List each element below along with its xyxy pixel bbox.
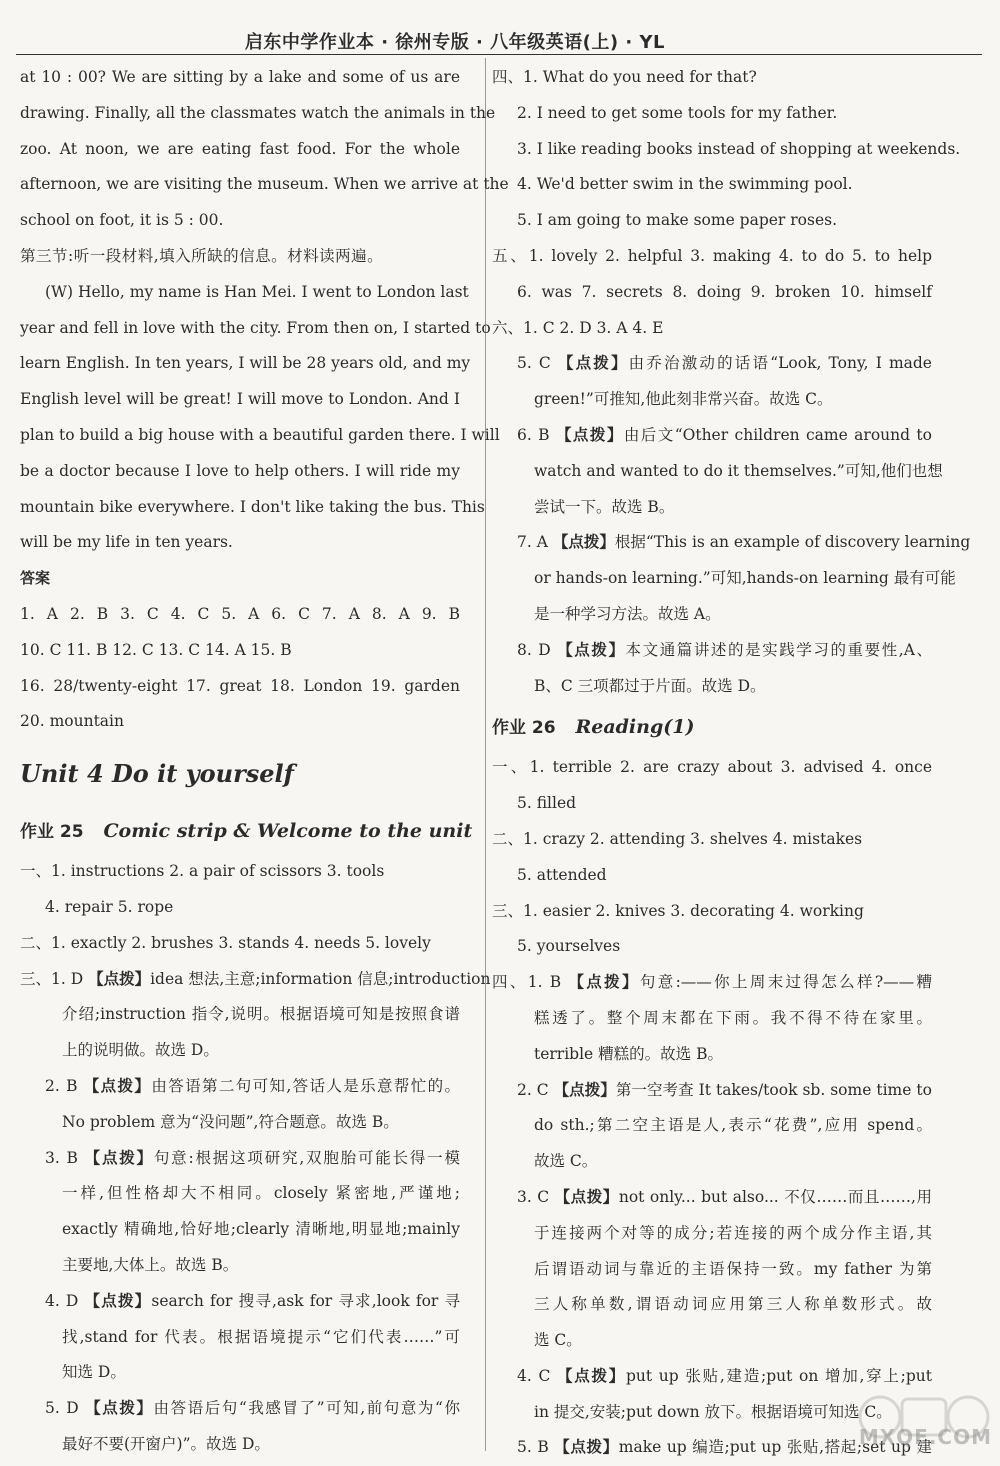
right-column (492, 60, 971, 1466)
text-line (20, 1069, 460, 1105)
text-line: 糕透了。整个周末都在下雨。我不得不待在家里。 (534, 1008, 932, 1027)
text-line: 三、1. easier 2. knives 3. decorating 4. working (492, 901, 864, 920)
text-line: 10. C 11. B 12. C 13. C 14. A 15. B (20, 640, 292, 659)
text-line: year and fell in love with the city. From then on, I started to (20, 318, 491, 337)
text-line: 二、1. exactly 2. brushes 3. stands 4. needs 5. lovely (20, 933, 431, 952)
text-line: terrible 糟糕的。故选 B。 (534, 1044, 723, 1063)
tip-label: 【点拨】 (557, 354, 629, 373)
explanation: search for 搜寻,ask for 寻求,look for 寻 (151, 1291, 460, 1310)
explanation: idea 想法,主意;information 信息;introduction (150, 969, 491, 988)
text-line: 找,stand for 代表。根据语境提示“它们代表……”可 (62, 1327, 460, 1346)
text-line: No problem 意为“没问题”,符合题意。故选 B。 (62, 1112, 399, 1131)
text-line: afternoon, we are visiting the museum. When we arrive at the (20, 175, 509, 194)
answer-key: 2. B (45, 1076, 84, 1095)
text-line: 5. filled (517, 794, 577, 813)
answer-key: 三、1. D (20, 969, 89, 988)
text-line: 五、1. lovely 2. helpful 3. making 4. to do 5. to help (492, 246, 932, 265)
text-line (492, 525, 971, 561)
text-line: at 10 : 00? We are sitting by a lake and some of us are (20, 68, 460, 86)
text-line: English level will be great! I will move to London. And I (20, 390, 460, 409)
page-header (0, 0, 1000, 58)
text-line: 知选 D。 (62, 1363, 126, 1382)
answer-key: 5. C (517, 354, 558, 373)
text-line (20, 1391, 460, 1427)
answer-key: 3. C (517, 1187, 555, 1206)
answer-key: 2. C (517, 1080, 554, 1099)
tip-label: 【点拨】 (88, 969, 151, 988)
answer-key: 四、1. B (492, 973, 569, 992)
section4-answers (492, 60, 961, 239)
listening-story (20, 60, 509, 239)
answer-key: 8. D (517, 640, 558, 659)
text-line: 6. was 7. secrets 8. doing 9. broken 10. himself (517, 282, 932, 301)
text-line: 5. attended (517, 865, 607, 884)
text-line: 于连接两个对等的成分;若连接的两个成分作主语,其 (534, 1223, 932, 1242)
explanation: 由答语后句“我感冒了”可知,前句意为“你 (153, 1399, 460, 1418)
text-line: 16. 28/twenty-eight 17. great 18. London 19. garden (20, 676, 460, 695)
tip-label: 【点拨】 (84, 1148, 154, 1167)
text-line: or hands-on learning.”可知,hands-on learning 最有可能 (534, 569, 956, 588)
text-line: watch and wanted to do it themselves.”可知,他们也想 (534, 461, 943, 480)
text-line: zoo. At noon, we are eating fast food. For the whole (20, 139, 460, 158)
tip-label: 【点拨】 (553, 1080, 616, 1099)
text-line: 尝试一下。故选 B。 (534, 497, 675, 516)
text-line: green!”可推知,他此刻非常兴奋。故选 C。 (534, 390, 833, 409)
answers-list (20, 597, 460, 740)
text-line: 5. I am going to make some paper roses. (517, 211, 838, 230)
text-line: mountain bike everywhere. I don't like taking the bus. This (20, 497, 485, 516)
answer-key: 4. D (45, 1291, 85, 1310)
text-line: 一、1. instructions 2. a pair of scissors 3. tools (20, 862, 385, 881)
homework-26-heading (492, 704, 932, 750)
text-line (492, 1180, 932, 1216)
text-line: 后谓语动词与靠近的主语保持一致。my father 为第 (534, 1259, 932, 1278)
text-line: 最好不要(开窗户)”。故选 D。 (62, 1434, 270, 1453)
text-line: 2. I need to get some tools for my father. (517, 103, 838, 122)
explanation: put up 张贴,建造;put on 增加,穿上;put (625, 1366, 932, 1385)
homework-25-part1-2 (20, 854, 460, 961)
text-line: 四、1. What do you need for that? (492, 68, 757, 86)
text-line: 三人称单数,谓语动词应用第三人称单数形式。故 (534, 1295, 932, 1314)
homework-title: Comic strip & Welcome to the unit (103, 820, 473, 843)
text-line: drawing. Finally, all the classmates watch the animals in the (20, 103, 496, 122)
header-rule (16, 54, 982, 55)
explanation: 本文通篇讲述的是实践学习的重要性,A、 (625, 640, 932, 659)
text-line (492, 965, 932, 1001)
answer-key: 6. B (517, 425, 556, 444)
text-line: 4. We'd better swim in the swimming pool. (517, 175, 853, 194)
text-line: do sth.;第二空主语是人,表示“花费”,应用 spend。 (534, 1116, 932, 1135)
text-line (20, 1284, 460, 1320)
text-line: 3. I like reading books instead of shopping at weekends. (517, 139, 961, 158)
text-line: 上的说明做。故选 D。 (62, 1041, 219, 1060)
tip-label: 【点拨】 (554, 1187, 619, 1206)
header-title: 启东中学作业本 · 徐州专版 · 八年级英语(上) · YL (244, 32, 665, 53)
explanation: 句意:根据这项研究,双胞胎可能长得一模 (153, 1148, 460, 1167)
text-line: 主要地,大体上。故选 B。 (62, 1255, 239, 1274)
text-line (492, 1073, 932, 1109)
text-line: exactly 精确地,恰好地;clearly 清晰地,明显地;mainly (62, 1220, 460, 1239)
text-line (20, 962, 491, 998)
tip-label: 【点拨】 (85, 1399, 154, 1418)
text-line: learn English. In ten years, I will be 28 years old, and my (20, 354, 471, 373)
answer-key: 7. A (517, 533, 553, 552)
text-line (492, 418, 932, 454)
text-line: 六、1. C 2. D 3. A 4. E (492, 318, 664, 337)
text-line: 4. repair 5. rope (45, 897, 174, 916)
section5-answers (492, 239, 932, 311)
tip-label: 【点拨】 (555, 425, 624, 444)
explanation: 第一空考查 It takes/took sb. some time to (615, 1080, 932, 1099)
tip-label: 【点拨】 (552, 533, 615, 552)
homework-number: 作业 25 (20, 822, 84, 843)
explanation: 由乔治激动的话语“Look, Tony, I made (628, 354, 932, 373)
homework-25-heading (20, 808, 473, 854)
text-line: in 提交,安装;put down 放下。根据语境可知选 C。 (534, 1402, 892, 1421)
tip-label: 【点拨】 (554, 1438, 619, 1457)
watermark-text: MXQE.COM (858, 1425, 992, 1449)
explanation: 句意:——你上周末过得怎么样?——糟 (639, 973, 932, 992)
section3-title: 第三节:听一段材料,填入所缺的信息。材料读两遍。 (20, 246, 384, 265)
text-line: 5. yourselves (517, 937, 621, 956)
explanation: 由答语第二句可知,答话人是乐意帮忙的。 (151, 1076, 460, 1095)
tip-label: 【点拨】 (568, 973, 640, 992)
text-line: 选 C。 (534, 1331, 582, 1350)
explanation: 由后文“Other children came around to (623, 425, 932, 444)
text-line (20, 1141, 460, 1177)
homework-26-parts1-3 (492, 750, 932, 965)
text-line: will be my life in ten years. (20, 533, 233, 552)
homework-number: 作业 26 (492, 718, 556, 739)
explanation: not only... but also... 不仅……而且……,用 (618, 1187, 932, 1206)
text-line: B、C 三项都过于片面。故选 D。 (534, 676, 766, 695)
section3-passage (20, 275, 500, 561)
homework-title: Reading(1) (575, 716, 695, 739)
answer-key: 5. D (45, 1399, 86, 1418)
section6-answers (492, 311, 971, 705)
text-line: 二、1. crazy 2. attending 3. shelves 4. mistakes (492, 829, 863, 848)
unit-title: Unit 4 Do it yourself (20, 759, 294, 789)
answer-key: 4. C (517, 1366, 557, 1385)
answer-key: 5. B (517, 1438, 555, 1457)
text-line: 1. A 2. B 3. C 4. C 5. A 6. C 7. A 8. A 9. B (20, 604, 460, 623)
text-line: 故选 C。 (534, 1152, 598, 1171)
tip-label: 【点拨】 (83, 1076, 152, 1095)
text-line: 一、1. terrible 2. are crazy about 3. advised 4. once (492, 758, 932, 777)
tip-label: 【点拨】 (84, 1291, 152, 1310)
text-line (492, 633, 932, 669)
answer-key: 3. B (45, 1148, 85, 1167)
explanation: 根据“This is an example of discovery learning (614, 533, 971, 552)
text-line: be a doctor because I love to help others. I will ride my (20, 461, 460, 480)
tip-label: 【点拨】 (557, 640, 626, 659)
homework-25-part3 (20, 962, 491, 1463)
column-divider (485, 58, 486, 1451)
text-line: school on foot, it is 5 : 00. (20, 211, 224, 230)
left-column (20, 60, 509, 1463)
answers-title: 答案 (20, 569, 51, 588)
text-line: plan to build a big house with a beautiful garden there. I will (20, 425, 500, 444)
text-line: 介绍;instruction 指令,说明。根据语境可知是按照食谱 (62, 1005, 460, 1024)
text-line (492, 346, 932, 382)
text-line: 20. mountain (20, 712, 124, 731)
explanation: make up 编造;put up 张贴,搭起;set up 建 (618, 1438, 932, 1457)
text-line: 一样,但性格却大不相同。closely 紧密地,严谨地; (62, 1184, 460, 1203)
text-line: 是一种学习方法。故选 A。 (534, 604, 721, 623)
tip-label: 【点拨】 (557, 1366, 626, 1385)
text-line: (W) Hello, my name is Han Mei. I went to London last (45, 282, 469, 301)
